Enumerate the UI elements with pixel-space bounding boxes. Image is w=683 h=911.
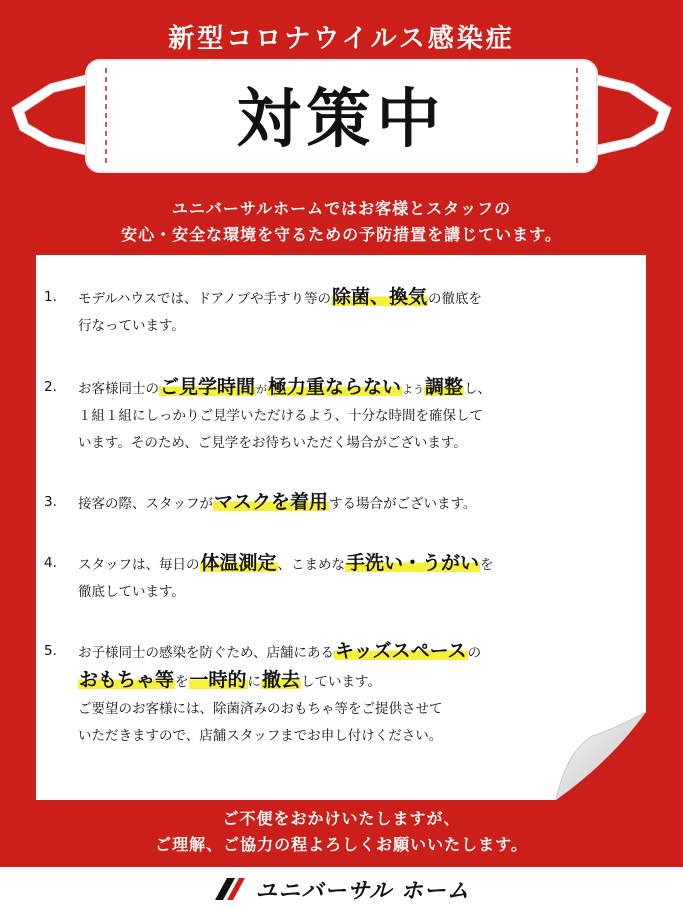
item-text: モデルハウスでは、ドアノブや手すり等の — [78, 291, 331, 307]
item-text: し、 — [464, 381, 492, 397]
item-line — [78, 284, 634, 313]
item-line — [78, 374, 634, 403]
item-line: １組１組にしっかりご見学いただけるよう、十分な時間を確保して — [78, 408, 483, 424]
item-text: を — [175, 674, 189, 690]
item-text: する場合がございます。 — [329, 496, 477, 512]
item-highlight: 撤去 — [262, 669, 301, 691]
item-highlight: 除菌、換気 — [332, 286, 428, 308]
item-line: ご要望のお客様には、除菌済みのおもちゃ等をご提供させて — [78, 701, 443, 717]
closing-line-1: ご不便をおかけいたしますが、 — [222, 809, 461, 828]
closing-text — [0, 806, 683, 858]
item-text: 、こまめな — [277, 557, 346, 573]
item-text: お客様同士の — [78, 381, 159, 397]
item-highlight: 手洗い・うがい — [346, 552, 480, 574]
item-text: しています。 — [301, 674, 381, 690]
item-highlight: 調整 — [425, 376, 464, 398]
item-highlight: マスクを着用 — [214, 491, 329, 513]
item-text: が — [256, 383, 268, 396]
intro-line-2: 安心・安全な環境を守るための予防措置を講じています。 — [121, 225, 562, 244]
item-number: 4. — [44, 555, 57, 571]
item-line — [78, 638, 634, 667]
item-line — [78, 667, 634, 696]
item-text: スタッフは、毎日の — [78, 557, 200, 573]
item-highlight: ご見学時間 — [160, 376, 256, 398]
item-text: に — [247, 674, 262, 690]
brand-name: ユニバーサル ホーム — [255, 878, 470, 904]
item-text: の — [467, 645, 482, 661]
item-line: いただきますので、店舗スタッフまでお申し付けください。 — [78, 728, 443, 744]
list-item — [44, 489, 634, 518]
item-highlight: 極力重ならない — [268, 376, 402, 398]
item-text: 接客の際、スタッフが — [78, 496, 213, 512]
mask-label: 対策中 — [236, 83, 447, 157]
item-line: 行なっています。 — [78, 318, 185, 334]
list-item — [44, 638, 634, 750]
item-highlight: 体温測定 — [200, 552, 277, 574]
item-text: お子様同士の感染を防ぐため、店舗にある — [78, 645, 334, 661]
item-line — [78, 550, 634, 579]
item-highlight: キッズスペース — [334, 640, 467, 662]
intro-line-1: ユニバーサルホームではお客様とスタッフの — [171, 199, 512, 218]
list-item — [44, 284, 634, 340]
brand-logo-icon — [213, 876, 247, 902]
item-line: います。そのため、ご見学をお待ちいただく場合がございます。 — [78, 435, 467, 451]
item-text: よう — [402, 383, 425, 396]
list-item — [44, 374, 634, 457]
measures-list — [44, 284, 634, 750]
item-highlight: 一時的 — [189, 669, 247, 691]
item-number: 3. — [44, 494, 57, 510]
item-number: 5. — [44, 643, 57, 659]
item-line — [78, 489, 634, 518]
page-title: 新型コロナウイルス感染症 — [168, 24, 515, 54]
list-item — [44, 550, 634, 606]
item-text: の徹底を — [428, 291, 483, 307]
item-line: 徹底しています。 — [78, 584, 185, 600]
item-text: を — [480, 557, 494, 573]
item-highlight: おもちゃ等 — [79, 669, 175, 691]
footer — [0, 867, 683, 911]
item-number: 1. — [44, 289, 57, 305]
closing-line-2: ご理解、ご協力の程よろしくお願いいたします。 — [155, 835, 528, 854]
item-number: 2. — [44, 379, 57, 395]
